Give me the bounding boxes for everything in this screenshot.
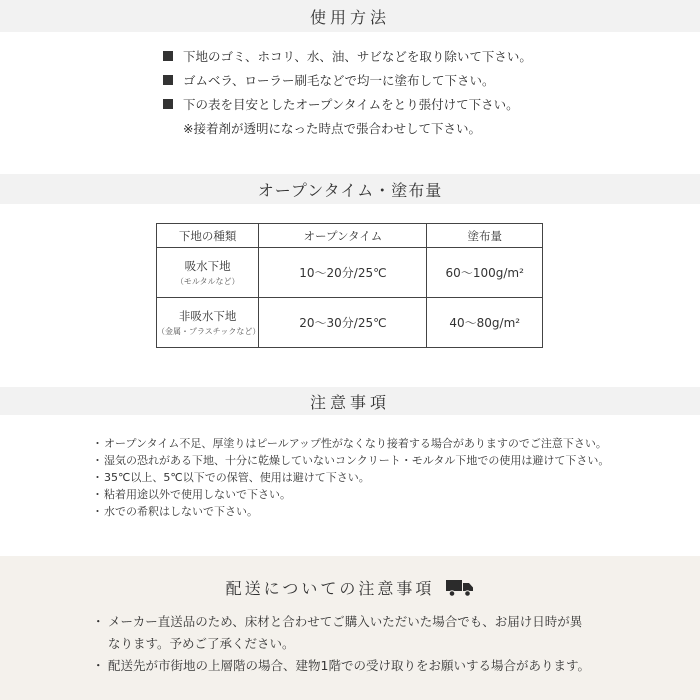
bullet: ・ [92,436,103,450]
table-row [157,298,543,348]
substrate-cell [157,298,259,348]
delivery-title: 配送についての注意事項 [225,579,435,598]
open-time-table [156,223,543,348]
table-header-row [157,224,543,248]
usage-section-header [0,0,700,32]
bullet: ・ [92,487,103,501]
substrate-example: （モルタルなど） [175,277,240,286]
usage-item [163,68,532,92]
caution-text: 粘着用途以外で使用しないで下さい。 [104,487,291,501]
substrate-name: 吸水下地 [184,259,231,273]
usage-item [163,92,532,116]
delivery-header [0,576,700,599]
delivery-item [92,611,590,633]
open-time-cell: 10～20分/25℃ [259,248,427,298]
header-amount: 塗布量 [427,224,543,248]
table-row [157,248,543,298]
caution-text: 湿気の恐れがある下地、十分に乾燥していないコンクリート・モルタル下地での使用は避けて下さい。 [104,453,610,467]
truck-icon [446,579,474,597]
cautions-title: 注意事項 [309,392,390,412]
caution-text: 水での希釈はしないで下さい。 [104,504,258,518]
usage-list [163,44,532,140]
caution-item [92,434,609,451]
caution-text: オープンタイム不足、厚塗りはピールアップ性がなくなり接着する場合がありますのでご注意下さい。 [104,436,607,450]
amount-cell: 60～100g/m² [427,248,543,298]
caution-item [92,468,609,485]
bullet: ・ [92,453,103,467]
square-bullet-icon [163,99,173,109]
delivery-list [92,611,590,677]
substrate-name: 非吸水下地 [178,309,237,323]
caution-text: 35℃以上、5℃以下での保管、使用は避けて下さい。 [104,470,370,484]
spec-section-header [0,174,700,204]
delivery-text: 配送先が市街地の上層階の場合、建物1階での受け取りをお願いする場合があります。 [108,658,590,673]
spec-title: オープンタイム・塗布量 [257,180,443,200]
cautions-list [92,434,609,519]
caution-item [92,451,609,468]
square-bullet-icon [163,51,173,61]
caution-item [92,485,609,502]
delivery-item [92,655,590,677]
square-bullet-icon [163,75,173,85]
usage-item-text: 下の表を目安としたオープンタイムをとり張付けて下さい。 [183,97,519,112]
header-open-time: オープンタイム [259,224,427,248]
usage-note: ※接着剤が透明になった時点で張合わせして下さい。 [183,121,481,136]
bullet: ・ [92,504,103,518]
caution-item [92,502,609,519]
substrate-example: （金属・プラスチックなど） [157,327,261,336]
usage-title: 使用方法 [309,7,390,27]
usage-item-text: ゴムベラ、ローラー刷毛などで均一に塗布して下さい。 [183,73,495,88]
usage-item [163,44,532,68]
usage-item-text: 下地のゴミ、ホコリ、水、油、サビなどを取り除いて下さい。 [183,49,532,64]
bullet: ・ [92,614,105,629]
bullet: ・ [92,658,105,673]
bullet: ・ [92,470,103,484]
amount-cell: 40～80g/m² [427,298,543,348]
delivery-section [0,556,700,700]
header-substrate: 下地の種類 [157,224,259,248]
open-time-cell: 20～30分/25℃ [259,298,427,348]
delivery-item-continued: なります。予めご了承ください。 [108,636,295,651]
delivery-text: メーカー直送品のため、床材と合わせてご購入いただいた場合でも、お届け日時が異 [108,614,583,629]
cautions-section-header [0,387,700,415]
substrate-cell [157,248,259,298]
